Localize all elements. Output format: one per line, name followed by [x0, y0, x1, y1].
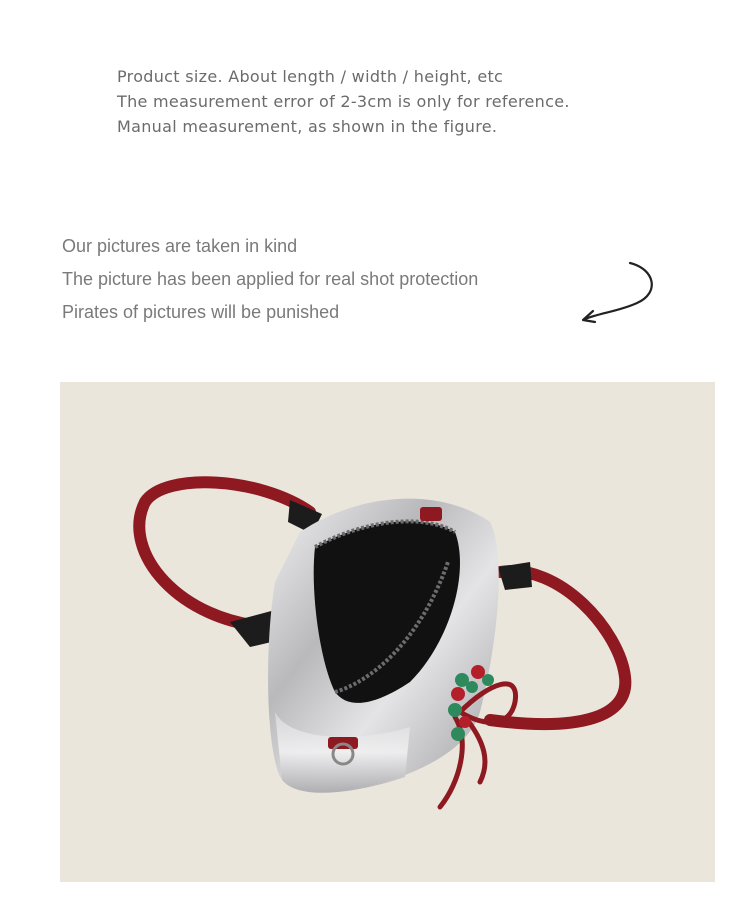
protection-note-line: The picture has been applied for real shot protection [62, 269, 479, 289]
curved-arrow-icon [575, 255, 665, 330]
size-note-line: The measurement error of 2-3cm is only for reference. [117, 92, 570, 111]
product-photo [60, 382, 715, 882]
size-note-line: Manual measurement, as shown in the figure. [117, 117, 498, 136]
right-handle [490, 571, 625, 724]
protection-note-line: Pirates of pictures will be punished [62, 302, 340, 322]
protection-note-line: Our pictures are taken in kind [62, 236, 298, 256]
size-note-line: Product size. About length / width / height, etc [117, 67, 504, 86]
size-notes [117, 64, 570, 139]
protection-notes [62, 234, 478, 333]
